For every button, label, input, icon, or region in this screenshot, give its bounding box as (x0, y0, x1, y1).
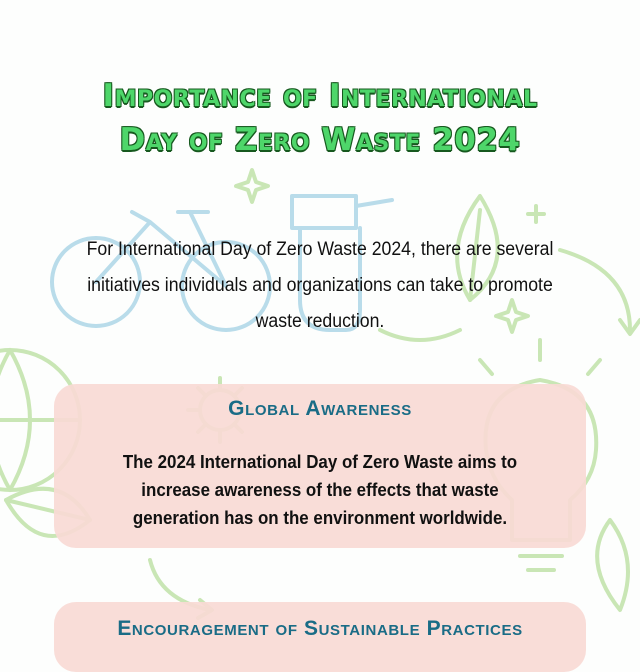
global-awareness-card (54, 384, 586, 548)
intro-paragraph (60, 232, 581, 340)
card-body (89, 448, 551, 532)
card-heading: Global Awareness (228, 397, 412, 420)
card-heading: Encouragement of Sustainable Practices (117, 617, 523, 640)
intro-line-3: waste reduction. (255, 311, 385, 332)
card-body-line-2: increase awareness of the effects that waste (141, 480, 499, 500)
card-body-line-3: generation has on the environment worldwide. (132, 508, 508, 528)
sustainable-practices-card (54, 602, 586, 672)
title-line-2: Day of Zero Waste 2024 (119, 122, 521, 158)
intro-line-1: For International Day of Zero Waste 2024, there are several (86, 239, 554, 260)
intro-line-2: initiatives individuals and organizations can take to promote (87, 275, 553, 296)
page-title (40, 74, 600, 162)
card-body-line-1: The 2024 International Day of Zero Waste aims to (122, 452, 518, 472)
title-line-1: Importance of International (102, 78, 538, 114)
